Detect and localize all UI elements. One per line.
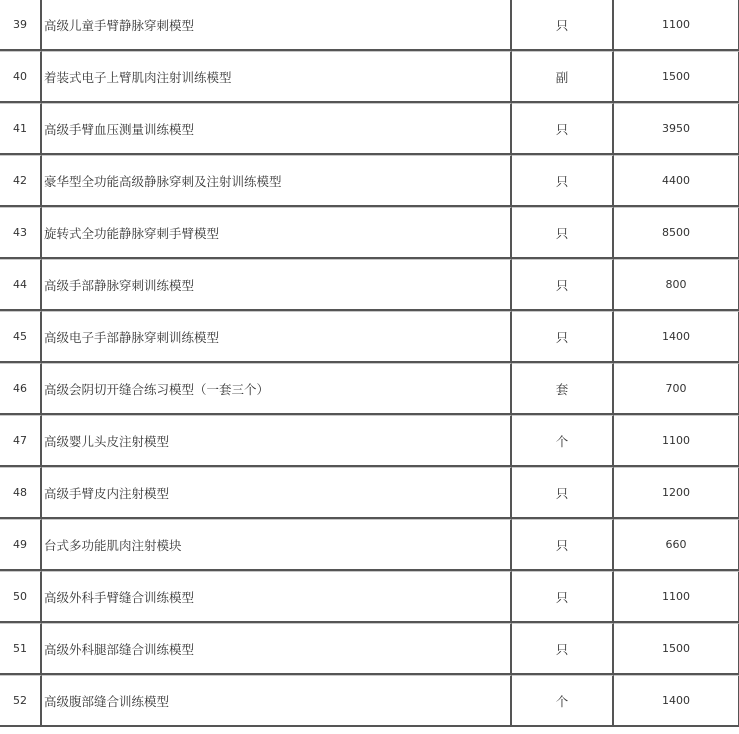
product-name: 着装式电子上臂肌肉注射训练模型	[42, 51, 512, 103]
price: 8500	[614, 207, 739, 259]
product-name: 高级手臂血压测量训练模型	[42, 103, 512, 155]
table-row	[0, 675, 739, 727]
unit: 个	[512, 415, 614, 467]
row-number: 50	[0, 571, 42, 623]
unit: 只	[512, 571, 614, 623]
unit: 只	[512, 259, 614, 311]
product-name: 豪华型全功能高级静脉穿刺及注射训练模型	[42, 155, 512, 207]
product-name: 高级会阴切开缝合练习模型（一套三个）	[42, 363, 512, 415]
row-number: 46	[0, 363, 42, 415]
unit: 只	[512, 155, 614, 207]
product-name: 高级外科手臂缝合训练模型	[42, 571, 512, 623]
product-name: 旋转式全功能静脉穿刺手臂模型	[42, 207, 512, 259]
table-row	[0, 0, 739, 51]
product-name: 高级手部静脉穿刺训练模型	[42, 259, 512, 311]
table-row	[0, 623, 739, 675]
price: 1500	[614, 623, 739, 675]
unit: 只	[512, 467, 614, 519]
price: 800	[614, 259, 739, 311]
table-row	[0, 415, 739, 467]
table-row	[0, 155, 739, 207]
product-name: 高级婴儿头皮注射模型	[42, 415, 512, 467]
product-name: 台式多功能肌肉注射模块	[42, 519, 512, 571]
price: 1100	[614, 0, 739, 51]
product-name: 高级儿童手臂静脉穿刺模型	[42, 0, 512, 51]
unit: 只	[512, 623, 614, 675]
price: 1200	[614, 467, 739, 519]
unit: 只	[512, 311, 614, 363]
unit: 副	[512, 51, 614, 103]
price: 1100	[614, 571, 739, 623]
table-row	[0, 259, 739, 311]
price: 700	[614, 363, 739, 415]
product-name: 高级电子手部静脉穿刺训练模型	[42, 311, 512, 363]
price: 660	[614, 519, 739, 571]
price: 1400	[614, 675, 739, 727]
unit: 只	[512, 207, 614, 259]
price: 1100	[614, 415, 739, 467]
product-name: 高级手臂皮内注射模型	[42, 467, 512, 519]
table-row	[0, 363, 739, 415]
row-number: 42	[0, 155, 42, 207]
row-number: 49	[0, 519, 42, 571]
unit: 只	[512, 519, 614, 571]
table-row	[0, 207, 739, 259]
unit: 套	[512, 363, 614, 415]
row-number: 52	[0, 675, 42, 727]
price: 4400	[614, 155, 739, 207]
product-name: 高级腹部缝合训练模型	[42, 675, 512, 727]
price: 1500	[614, 51, 739, 103]
row-number: 41	[0, 103, 42, 155]
product-name: 高级外科腿部缝合训练模型	[42, 623, 512, 675]
row-number: 45	[0, 311, 42, 363]
row-number: 44	[0, 259, 42, 311]
unit: 只	[512, 0, 614, 51]
table-row	[0, 311, 739, 363]
row-number: 48	[0, 467, 42, 519]
row-number: 40	[0, 51, 42, 103]
table-row	[0, 103, 739, 155]
unit: 个	[512, 675, 614, 727]
row-number: 43	[0, 207, 42, 259]
table-row	[0, 51, 739, 103]
price: 3950	[614, 103, 739, 155]
price: 1400	[614, 311, 739, 363]
table-row	[0, 519, 739, 571]
table-row	[0, 467, 739, 519]
unit: 只	[512, 103, 614, 155]
table-row	[0, 571, 739, 623]
row-number: 39	[0, 0, 42, 51]
row-number: 51	[0, 623, 42, 675]
row-number: 47	[0, 415, 42, 467]
